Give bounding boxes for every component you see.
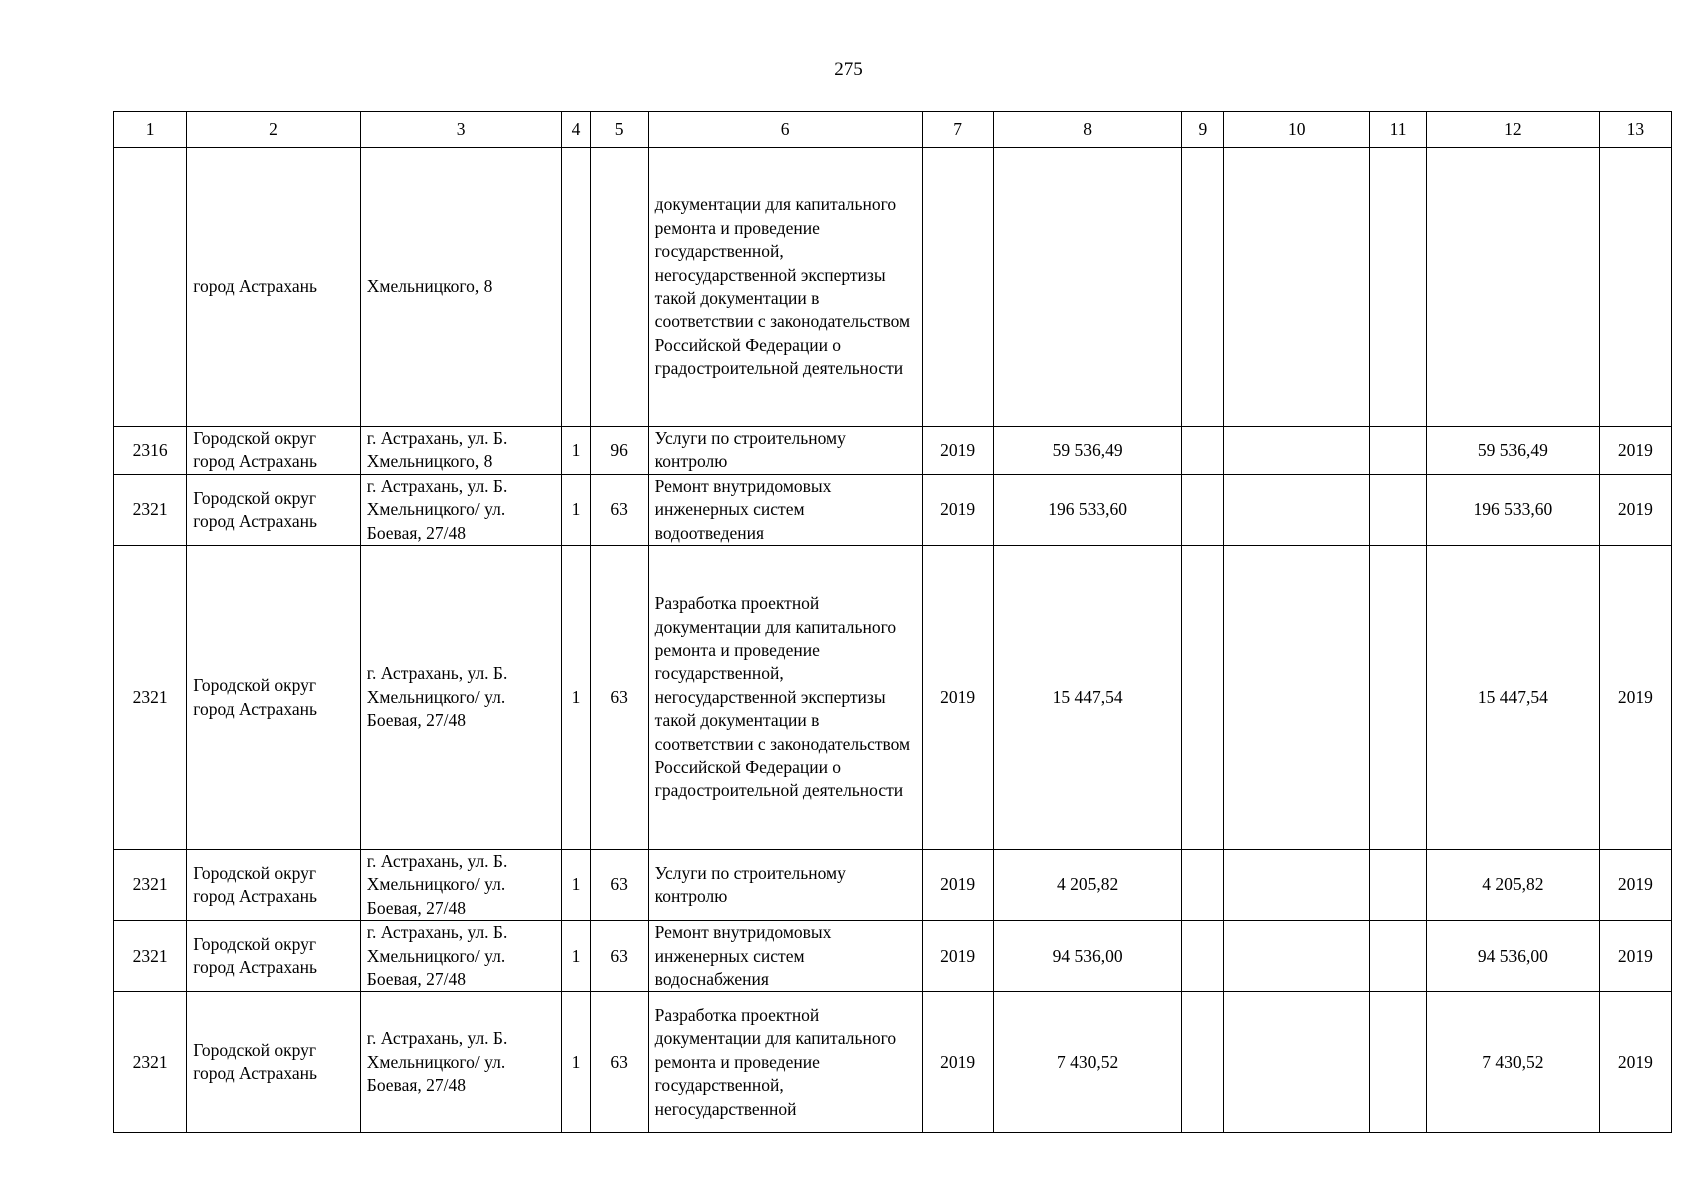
cell-id: 2321 [114,474,187,545]
capital-repair-table [113,111,1672,1133]
cell-col4: 1 [562,474,590,545]
cell-municipality: Городской округ город Астрахань [187,850,361,921]
table-row [114,474,1672,545]
cell-col9 [1182,992,1224,1133]
cell-col4: 1 [562,427,590,475]
cell-id: 2316 [114,427,187,475]
cell-col11 [1369,148,1426,427]
cell-col10 [1224,992,1369,1133]
cell-col12: 15 447,54 [1427,546,1600,850]
cell-col13: 2019 [1599,546,1671,850]
cell-address: г. Астрахань, ул. Б. Хмельницкого/ ул. Боевая, 27/48 [360,850,562,921]
cell-col10 [1224,850,1369,921]
cell-col9 [1182,148,1224,427]
table-row [114,546,1672,850]
cell-col5: 96 [590,427,648,475]
cell-year: 2019 [922,427,993,475]
column-header-3: 3 [360,112,562,148]
cell-col4: 1 [562,850,590,921]
cell-col5: 63 [590,921,648,992]
cell-col12: 94 536,00 [1427,921,1600,992]
cell-municipality: Городской округ город Астрахань [187,992,361,1133]
column-header-5: 5 [590,112,648,148]
page-number: 275 [834,59,863,80]
cell-col13: 2019 [1599,850,1671,921]
cell-work-type: Ремонт внутридомовых инженерных систем водоотведения [648,474,922,545]
cell-year: 2019 [922,850,993,921]
cell-col4: 1 [562,546,590,850]
cell-col4: 1 [562,992,590,1133]
cell-col4: 1 [562,921,590,992]
cell-col9 [1182,546,1224,850]
cell-municipality: город Астрахань [187,148,361,427]
cell-work-type: Услуги по строительному контролю [648,850,922,921]
cell-municipality: Городской округ город Астрахань [187,474,361,545]
cell-col11 [1369,474,1426,545]
cell-id: 2321 [114,546,187,850]
column-header-2: 2 [187,112,361,148]
cell-col9 [1182,474,1224,545]
column-header-12: 12 [1427,112,1600,148]
cell-cost [993,148,1182,427]
cell-id: 2321 [114,921,187,992]
cell-col5: 63 [590,992,648,1133]
cell-col12: 7 430,52 [1427,992,1600,1133]
cell-col12: 59 536,49 [1427,427,1600,475]
cell-cost: 15 447,54 [993,546,1182,850]
cell-cost: 196 533,60 [993,474,1182,545]
cell-col13: 2019 [1599,992,1671,1133]
cell-address: г. Астрахань, ул. Б. Хмельницкого/ ул. Боевая, 27/48 [360,546,562,850]
cell-id: 2321 [114,992,187,1133]
column-header-9: 9 [1182,112,1224,148]
cell-col5: 63 [590,546,648,850]
column-header-4: 4 [562,112,590,148]
cell-work-type: документации для капитального ремонта и проведение государственной, негосударственной экспертизы такой документации в соответствии с законодательством Российской Федерации о градостроительной деятельности [648,148,922,427]
cell-col9 [1182,427,1224,475]
cell-cost: 59 536,49 [993,427,1182,475]
cell-cost: 4 205,82 [993,850,1182,921]
cell-col10 [1224,148,1369,427]
cell-address: г. Астрахань, ул. Б. Хмельницкого, 8 [360,427,562,475]
cell-address: г. Астрахань, ул. Б. Хмельницкого/ ул. Боевая, 27/48 [360,992,562,1133]
cell-municipality: Городской округ город Астрахань [187,921,361,992]
column-header-13: 13 [1599,112,1671,148]
cell-cost: 7 430,52 [993,992,1182,1133]
cell-year: 2019 [922,992,993,1133]
cell-col13: 2019 [1599,427,1671,475]
column-header-1: 1 [114,112,187,148]
cell-col5: 63 [590,850,648,921]
cell-col12: 196 533,60 [1427,474,1600,545]
cell-col13: 2019 [1599,474,1671,545]
cell-address: г. Астрахань, ул. Б. Хмельницкого/ ул. Боевая, 27/48 [360,921,562,992]
cell-col12: 4 205,82 [1427,850,1600,921]
cell-work-type: Разработка проектной документации для капитального ремонта и проведение государственной, негосударственной экспертизы такой документации в соответствии с законодательством Российской Федерации о градостроительной деятельности [648,546,922,850]
cell-year [922,148,993,427]
column-header-6: 6 [648,112,922,148]
table-row [114,427,1672,475]
table-row [114,992,1672,1133]
cell-address: Хмельницкого, 8 [360,148,562,427]
cell-work-type: Услуги по строительному контролю [648,427,922,475]
cell-year: 2019 [922,474,993,545]
cell-col11 [1369,921,1426,992]
cell-cost: 94 536,00 [993,921,1182,992]
cell-col10 [1224,474,1369,545]
cell-col10 [1224,546,1369,850]
cell-col13 [1599,148,1671,427]
cell-col11 [1369,992,1426,1133]
table-row [114,921,1672,992]
cell-col9 [1182,850,1224,921]
table-header-row [114,112,1672,148]
cell-id: 2321 [114,850,187,921]
table-row [114,148,1672,427]
cell-col11 [1369,427,1426,475]
cell-year: 2019 [922,546,993,850]
cell-municipality: Городской округ город Астрахань [187,546,361,850]
cell-address: г. Астрахань, ул. Б. Хмельницкого/ ул. Боевая, 27/48 [360,474,562,545]
column-header-11: 11 [1369,112,1426,148]
cell-id [114,148,187,427]
cell-col10 [1224,427,1369,475]
column-header-10: 10 [1224,112,1369,148]
cell-col9 [1182,921,1224,992]
column-header-8: 8 [993,112,1182,148]
cell-col12 [1427,148,1600,427]
cell-year: 2019 [922,921,993,992]
table-row [114,850,1672,921]
cell-col4 [562,148,590,427]
cell-col11 [1369,850,1426,921]
cell-col10 [1224,921,1369,992]
cell-col13: 2019 [1599,921,1671,992]
column-header-7: 7 [922,112,993,148]
cell-col11 [1369,546,1426,850]
cell-work-type: Разработка проектной документации для капитального ремонта и проведение государственной, негосударственной [648,992,922,1133]
cell-work-type: Ремонт внутридомовых инженерных систем водоснабжения [648,921,922,992]
cell-col5: 63 [590,474,648,545]
cell-col5 [590,148,648,427]
cell-municipality: Городской округ город Астрахань [187,427,361,475]
